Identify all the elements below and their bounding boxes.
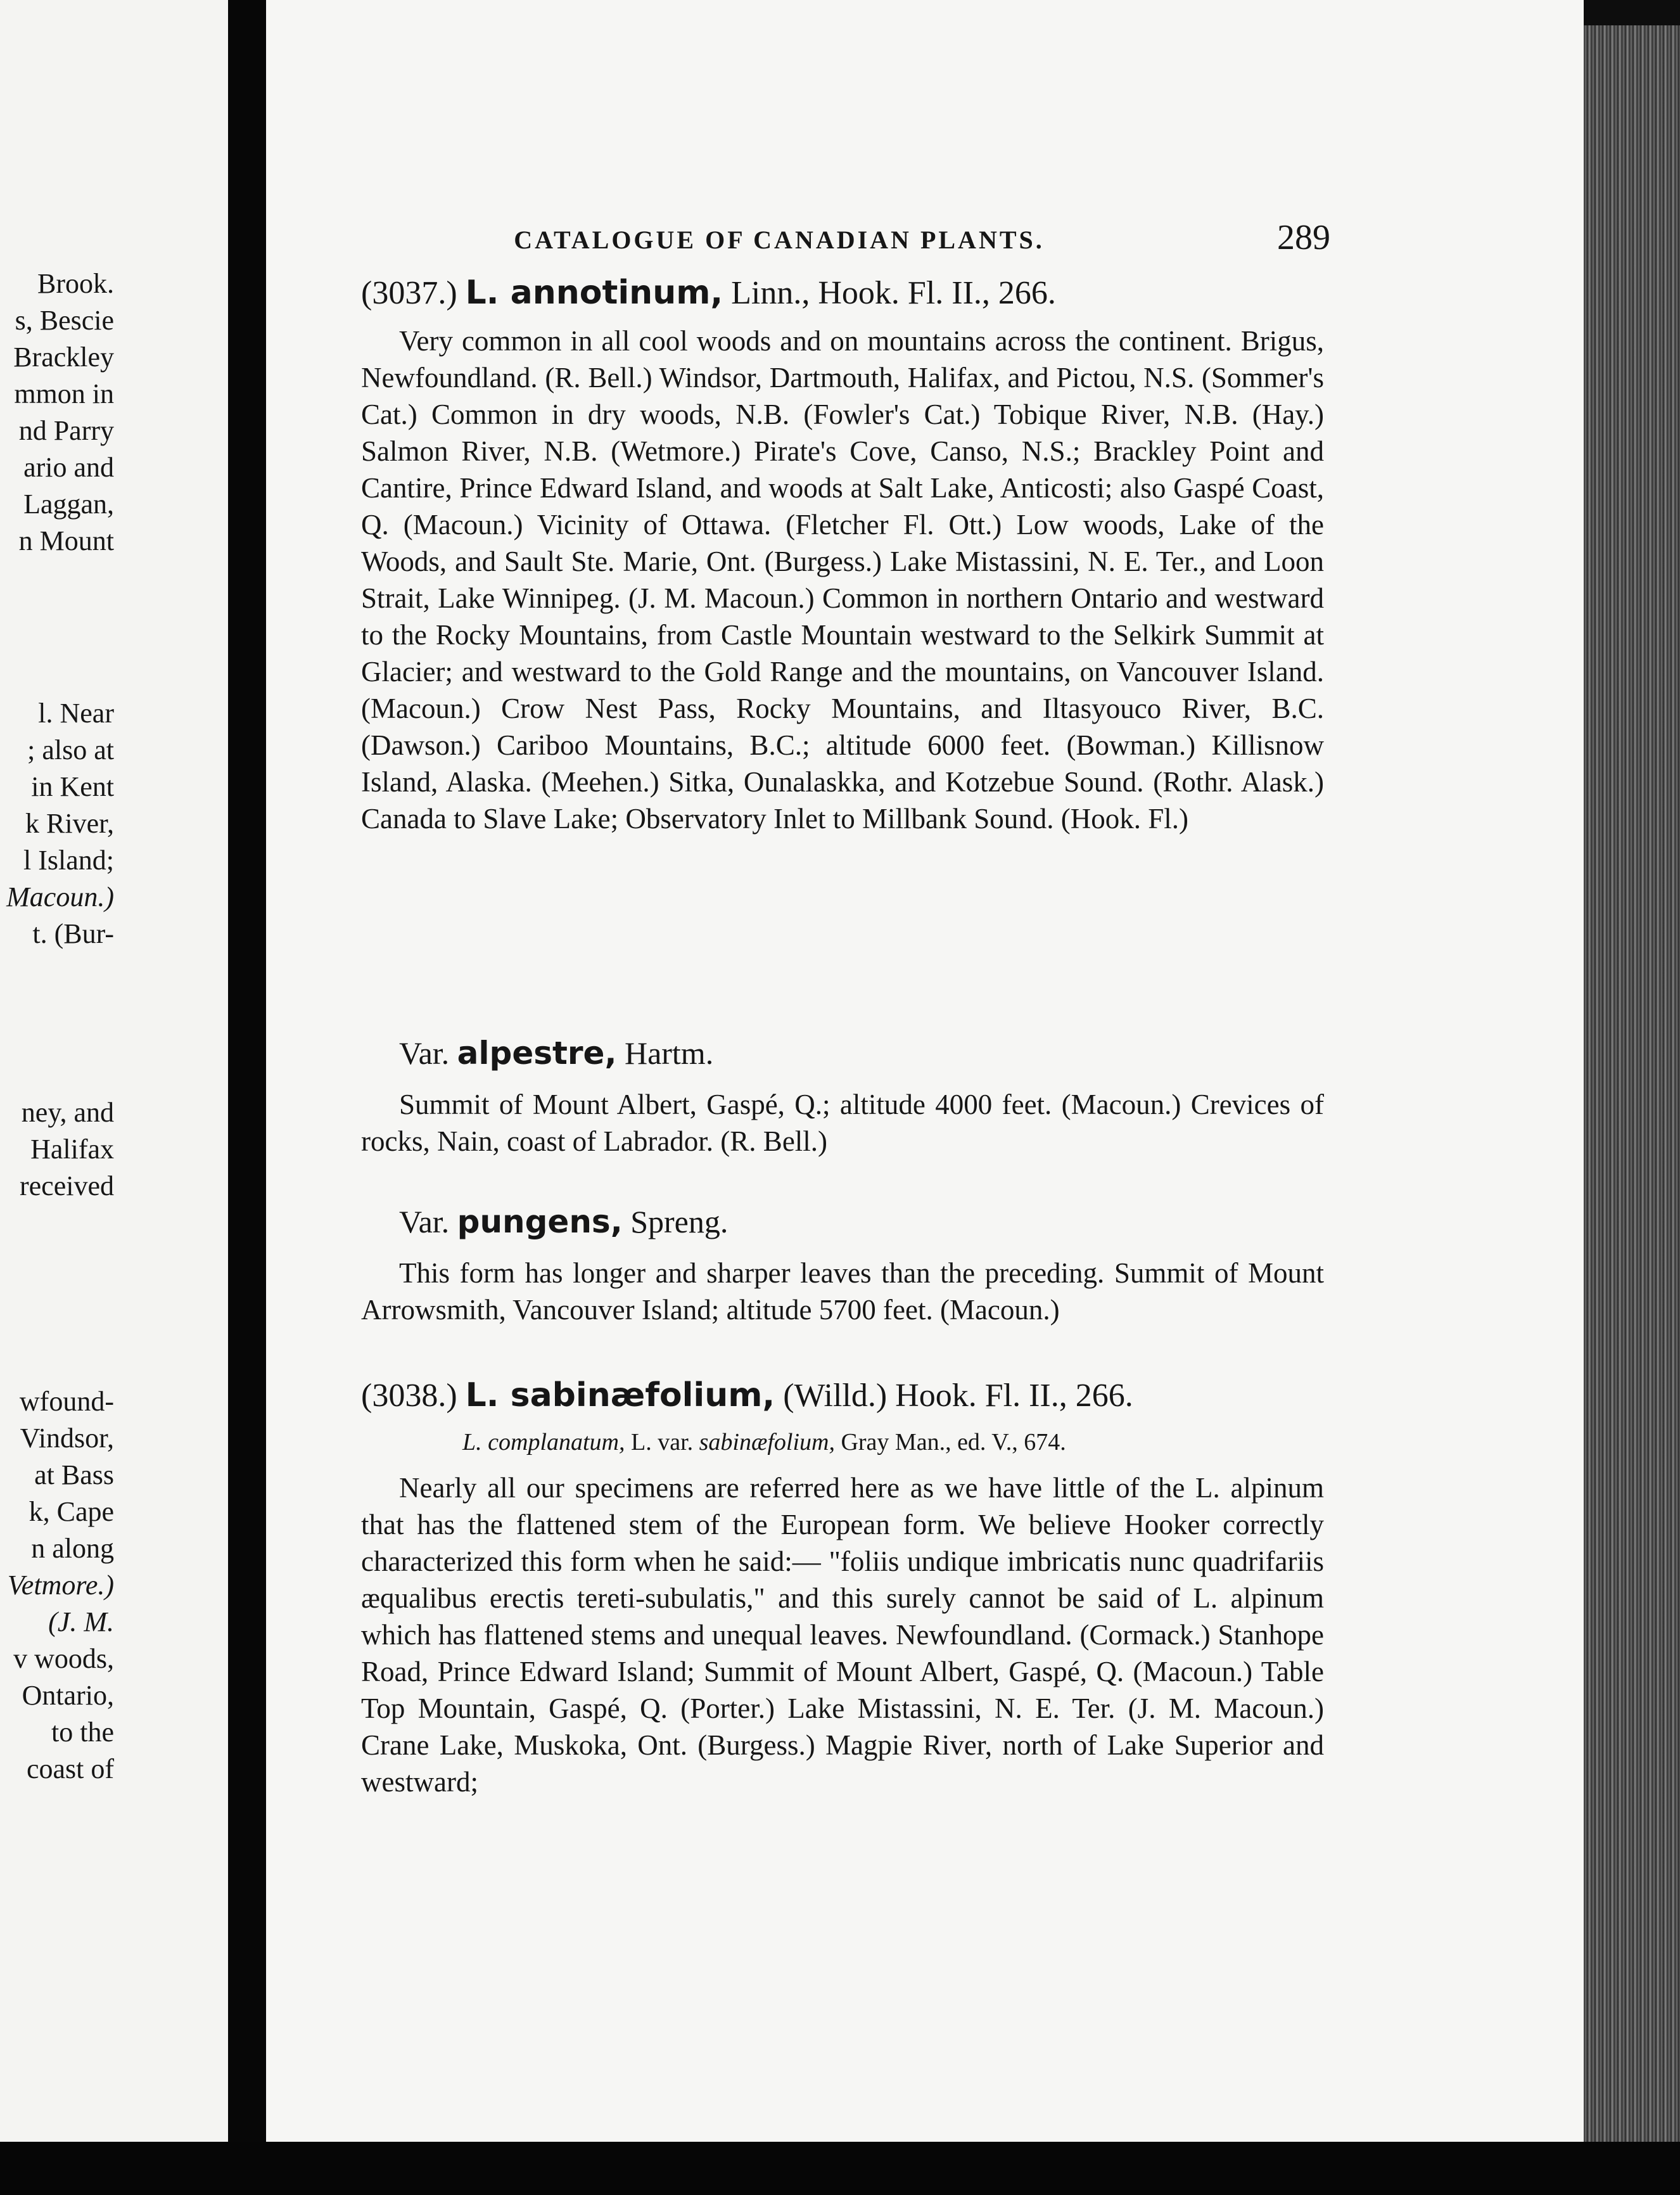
variety-name: pungens,	[457, 1203, 623, 1240]
authority: (Willd.) Hook. Fl. II., 266.	[783, 1378, 1133, 1414]
left-line: coast of	[26, 1753, 114, 1784]
variety-heading	[361, 1033, 1324, 1073]
left-line: Vindsor,	[20, 1423, 114, 1454]
bottom-shadow	[0, 2142, 1680, 2195]
book-gutter	[228, 0, 266, 2195]
left-line: l Island;	[23, 845, 114, 876]
left-line: ario and	[23, 452, 114, 483]
variety-alpestre	[361, 1033, 1324, 1160]
left-line: at Bass	[34, 1459, 114, 1490]
left-page-fragment	[0, 0, 230, 2195]
entry-number: (3038.)	[361, 1378, 457, 1414]
left-line: v woods,	[13, 1643, 114, 1674]
variety-name: alpestre,	[457, 1035, 617, 1072]
left-line: k, Cape	[29, 1496, 114, 1527]
entry-text: Nearly all our specimens are referred here as we have little of the L. alpinum that has the flattened stem of the European form. We believe Hooker correctly characterized this form when he said:— "foliis undique imbricatis nunc quadrifariis æqualibus erectis tereti-subulatis," and this surely cannot be said of L. alpinum which has flattened stems and unequal leaves. Newfoundland. (Cormack.) Stanhope Road, Prince Edward Island; Summit of Mount Albert, Gaspé, Q. (Macoun.) Table Top Mountain, Gaspé, Q. (Porter.) Lake Mistassini, N. E. Ter. (J. M. Macoun.) Crane Lake, Muskoka, Ont. (Burgess.) Magpie River, north of Lake Superior and westward;	[361, 1472, 1324, 1798]
variety-pungens	[361, 1201, 1324, 1328]
species-name: L. annotinum,	[465, 274, 723, 312]
left-line: ; also at	[27, 734, 114, 765]
variety-text: This form has longer and sharper leaves than the preceding. Summit of Mount Arrowsmith, Vancouver Island; altitude 5700 feet. (Macoun.)	[361, 1257, 1324, 1326]
authority: Spreng.	[630, 1204, 729, 1239]
running-title: CATALOGUE OF CANADIAN PLANTS.	[514, 226, 1045, 254]
synonym-mid: L. var.	[631, 1429, 694, 1456]
entry-text: Very common in all cool woods and on mountains across the continent. Brigus, Newfoundland. (R. Bell.) Windsor, Dartmouth, Halifax, and Pictou, N.S. (Sommer's Cat.) Common in dry woods, N.B. (Fowler's Cat.) Tobique River, N.B. (Hay.) Salmon River, N.B. (Wetmore.) Pirate's Cove, Canso, N.S.; Brackley Point and Cantire, Prince Edward Island, and woods at Salt Lake, Anticosti; also Gaspé Coast, Q. (Macoun.) Vicinity of Ottawa. (Fletcher Fl. Ott.) Low woods, Lake of the Woods, and Sault Ste. Marie, Ont. (Burgess.) Lake Mistassini, N. E. Ter., and Loon Strait, Lake Winnipeg. (J. M. Macoun.) Common in northern Ontario and westward to the Rocky Mountains, from Castle Mountain westward to the Selkirk Summit at Glacier; and westward to the Gold Range and the mountains, on Vancouver Island. (Macoun.) Crow Nest Pass, Rocky Mountains, and Iltasyouco River, B.C. (Dawson.) Cariboo Mountains, B.C.; altitude 6000 feet. (Bowman.) Killisnow Island, Alaska. (Meehen.) Sitka, Ounalaskka, and Kotzebue Sound. (Rothr. Alask.) Canada to Slave Lake; Observatory Inlet to Millbank Sound. (Hook. Fl.)	[361, 325, 1324, 835]
variety-text: Summit of Mount Albert, Gaspé, Q.; altitude 4000 feet. (Macoun.) Crevices of rocks, Nain, coast of Labrador. (R. Bell.)	[361, 1089, 1324, 1157]
left-line: Macoun.)	[6, 881, 114, 912]
synonym-reference: Gray Man., ed. V., 674.	[841, 1429, 1066, 1456]
left-line: ney, and	[21, 1097, 114, 1128]
left-line: k River,	[25, 808, 114, 839]
left-line: Brackley	[13, 342, 114, 373]
synonym-name: L. complanatum,	[462, 1429, 625, 1456]
left-line: l. Near	[38, 698, 114, 729]
entry-3037	[361, 272, 1324, 837]
authority: Hartm.	[624, 1035, 714, 1071]
species-name: L. sabinæfolium,	[465, 1376, 775, 1414]
synonym-line	[462, 1425, 1324, 1459]
left-line: received	[20, 1170, 114, 1201]
left-line: mmon in	[14, 378, 114, 409]
entry-heading	[361, 272, 1324, 314]
entry-3038	[361, 1375, 1324, 1800]
left-line: Halifax	[30, 1134, 114, 1165]
left-line: n Mount	[18, 525, 114, 556]
variety-prefix: Var.	[399, 1035, 450, 1071]
synonym-variety: sabinæfolium,	[699, 1429, 835, 1456]
entry-number: (3037.)	[361, 275, 457, 311]
authority: Linn., Hook. Fl. II., 266.	[731, 275, 1056, 311]
left-line: nd Parry	[18, 415, 114, 446]
left-line: wfound-	[19, 1386, 114, 1417]
left-line: n along	[31, 1533, 114, 1564]
running-head	[367, 218, 1330, 276]
variety-heading	[361, 1201, 1324, 1242]
left-line: Laggan,	[23, 489, 114, 520]
variety-prefix: Var.	[399, 1204, 450, 1239]
left-line: s, Bescie	[15, 305, 114, 336]
left-line: Brook.	[37, 268, 114, 299]
left-line: (J. M.	[48, 1606, 114, 1637]
page-edges	[1584, 25, 1680, 2142]
page-number: 289	[1277, 218, 1330, 257]
left-line: to the	[51, 1717, 114, 1748]
entry-heading	[361, 1375, 1324, 1416]
left-line: Vetmore.)	[7, 1570, 114, 1601]
left-line: in Kent	[31, 771, 114, 802]
left-line: Ontario,	[22, 1680, 114, 1711]
left-line: t. (Bur-	[32, 918, 114, 949]
